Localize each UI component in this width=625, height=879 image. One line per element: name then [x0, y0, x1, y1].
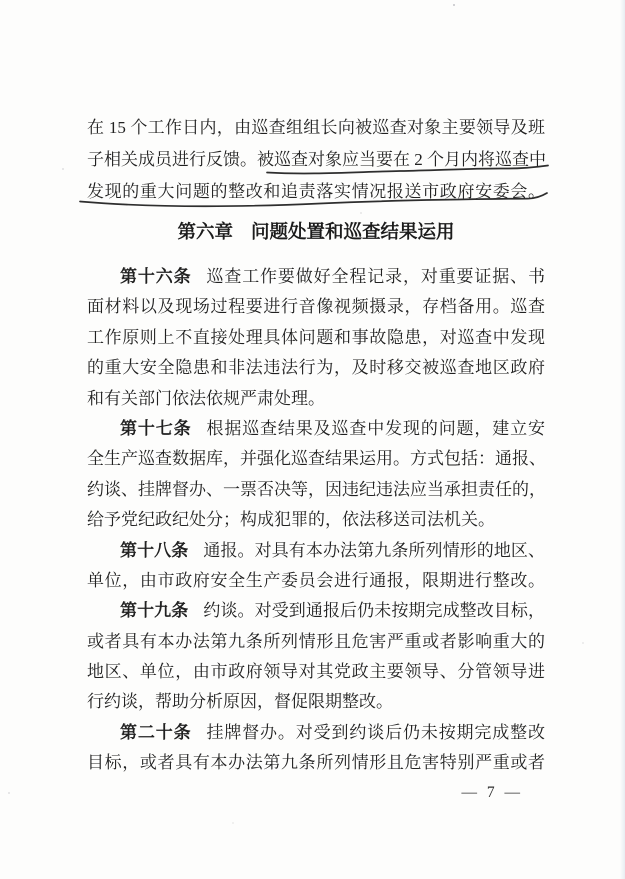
- text-line: 面材料以及现场过程要进行音像视频摄录，存档备用。巡查: [87, 297, 545, 317]
- intro-paragraph: [87, 112, 545, 208]
- text-line: 行约谈，帮助分析原因，督促限期整改。: [87, 692, 393, 712]
- text-line: 挂牌督办。对受到约谈后仍未按期完成整改: [206, 722, 546, 742]
- scan-edge-shadow: [620, 0, 625, 879]
- article-number: 第十九条: [120, 601, 189, 621]
- text-line: 单位，由市政府安全生产委员会进行通报，限期进行整改。: [87, 570, 545, 590]
- text-line: 或者具有本办法第九条所列情形且危害严重或者影响重大的: [87, 631, 545, 651]
- article-first-line: [87, 262, 545, 292]
- text-line: 约谈、挂牌督办、一票否决等，因违纪违法应当承担责任的，: [87, 479, 546, 499]
- text-line: 发现的重大问题的整改和追责落实情况报送市政府安委会。: [87, 182, 545, 201]
- article-number: 第十六条: [120, 267, 192, 286]
- text-line: 工作原则上不直接处理具体问题和事故隐患，对巡查中发现: [87, 327, 545, 347]
- text-line: 巡查工作要做好全程记录，对重要证据、书: [206, 267, 546, 286]
- article-number: 第十八条: [120, 540, 189, 560]
- chapter-title: 问题处置和巡查结果运用: [251, 221, 455, 242]
- article-first-line: [87, 536, 545, 566]
- text-line: 约谈。对受到通报后仍未按期完成整改目标，: [203, 601, 546, 621]
- article-number: 第十七条: [120, 418, 192, 438]
- text-line: 目标，或者具有本办法第九条所列情形且危害特别严重或者: [87, 753, 545, 773]
- text-line: 全生产巡查数据库，并强化巡查结果运用。方式包括：通报、: [87, 449, 546, 469]
- page-number: — 7 —: [461, 784, 523, 801]
- text-line: 的重大安全隐患和非法违法行为，及时移交被巡查地区政府: [87, 358, 545, 378]
- text-line: 地区、单位，由市政府领导对其党政主要领导、分管领导进: [87, 662, 545, 682]
- article-number: 第二十条: [120, 722, 192, 742]
- article-first-line: [87, 718, 545, 748]
- chapter-heading: [87, 220, 545, 244]
- text-line: 在 15 个工作日内，由巡查组组长向被巡查对象主要领导及班: [87, 118, 545, 137]
- article-first-line: [87, 596, 545, 626]
- text-line: 子相关成员进行反馈。被巡查对象应当要在 2 个月内将巡查中: [87, 150, 546, 169]
- text-line: 根据巡查结果及巡查中发现的问题，建立安: [206, 418, 546, 438]
- text-line: 和有关部门依法依规严肃处理。: [87, 388, 325, 408]
- text-line: 通报。对具有本办法第九条所列情形的地区、: [203, 540, 546, 560]
- article-first-line: [87, 414, 545, 444]
- document-body: [87, 262, 545, 779]
- chapter-number: 第六章: [177, 221, 233, 242]
- scan-noise: [0, 0, 2, 2]
- text-line: 给予党纪政纪处分；构成犯罪的，依法移送司法机关。: [87, 510, 495, 530]
